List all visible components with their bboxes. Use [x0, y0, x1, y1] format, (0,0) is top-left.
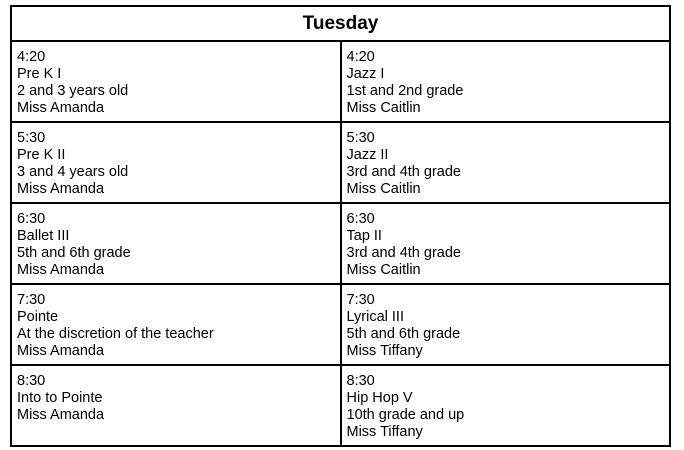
class-cell — [11, 284, 341, 365]
schedule-table — [10, 5, 671, 447]
class-detail-line: Jazz II — [346, 147, 389, 163]
schedule-row — [11, 284, 670, 365]
class-time: 6:30 — [346, 211, 375, 227]
class-cell-content — [342, 204, 670, 279]
class-cell — [11, 122, 341, 203]
class-cell — [341, 365, 671, 446]
class-detail-line: Into to Pointe — [17, 390, 103, 406]
class-cell-content — [342, 123, 670, 198]
class-cell-content — [12, 285, 340, 360]
class-time: 4:20 — [346, 49, 375, 65]
class-detail-line: Pre K II — [17, 147, 66, 163]
class-cell-content — [12, 204, 340, 279]
class-detail-line: Pointe — [17, 309, 59, 325]
class-detail-line: 3rd and 4th grade — [346, 164, 461, 180]
class-time: 6:30 — [17, 211, 46, 227]
class-detail-line: Hip Hop V — [346, 390, 413, 406]
header-row — [11, 6, 670, 41]
class-detail-line: Miss Tiffany — [346, 424, 423, 440]
class-detail-line: Tap II — [346, 228, 382, 244]
class-time: 8:30 — [17, 373, 46, 389]
class-cell — [11, 365, 341, 446]
class-detail-line: Miss Amanda — [17, 100, 105, 116]
class-cell-content — [12, 123, 340, 198]
schedule-body — [11, 41, 670, 446]
schedule-row — [11, 122, 670, 203]
class-detail-line: Miss Caitlin — [346, 100, 421, 116]
class-detail-line: 3 and 4 years old — [17, 164, 129, 180]
class-detail-line: Ballet III — [17, 228, 70, 244]
class-detail-line: At the discretion of the teacher — [17, 326, 214, 342]
class-detail-line: Miss Amanda — [17, 343, 105, 359]
class-detail-line: Miss Amanda — [17, 407, 105, 423]
schedule-row — [11, 41, 670, 122]
class-detail-line: 5th and 6th grade — [346, 326, 461, 342]
class-detail-line: Jazz I — [346, 66, 385, 82]
class-time: 7:30 — [346, 292, 375, 308]
class-detail-line: Pre K I — [17, 66, 62, 82]
class-time: 4:20 — [17, 49, 46, 65]
class-cell-content — [12, 366, 340, 424]
class-cell — [341, 284, 671, 365]
class-detail-line: Miss Caitlin — [346, 181, 421, 197]
class-detail-line: 2 and 3 years old — [17, 83, 129, 99]
class-cell — [11, 41, 341, 122]
class-detail-line: 1st and 2nd grade — [346, 83, 464, 99]
class-time: 8:30 — [346, 373, 375, 389]
day-title: Tuesday — [11, 6, 670, 41]
class-cell — [341, 41, 671, 122]
schedule-row — [11, 203, 670, 284]
class-cell — [341, 122, 671, 203]
class-time: 7:30 — [17, 292, 46, 308]
class-detail-line: Miss Amanda — [17, 181, 105, 197]
class-cell-content — [342, 42, 670, 117]
class-detail-line: Miss Caitlin — [346, 262, 421, 278]
class-detail-line: Miss Amanda — [17, 262, 105, 278]
class-detail-line: 10th grade and up — [346, 407, 465, 423]
class-detail-line: Lyrical III — [346, 309, 404, 325]
class-detail-line: 3rd and 4th grade — [346, 245, 461, 261]
class-cell-content — [342, 366, 670, 441]
class-detail-line: Miss Tiffany — [346, 343, 423, 359]
class-cell-content — [342, 285, 670, 360]
class-time: 5:30 — [17, 130, 46, 146]
class-time: 5:30 — [346, 130, 375, 146]
schedule-row — [11, 365, 670, 446]
class-cell-content — [12, 42, 340, 117]
class-detail-line: 5th and 6th grade — [17, 245, 131, 261]
class-cell — [341, 203, 671, 284]
class-cell — [11, 203, 341, 284]
